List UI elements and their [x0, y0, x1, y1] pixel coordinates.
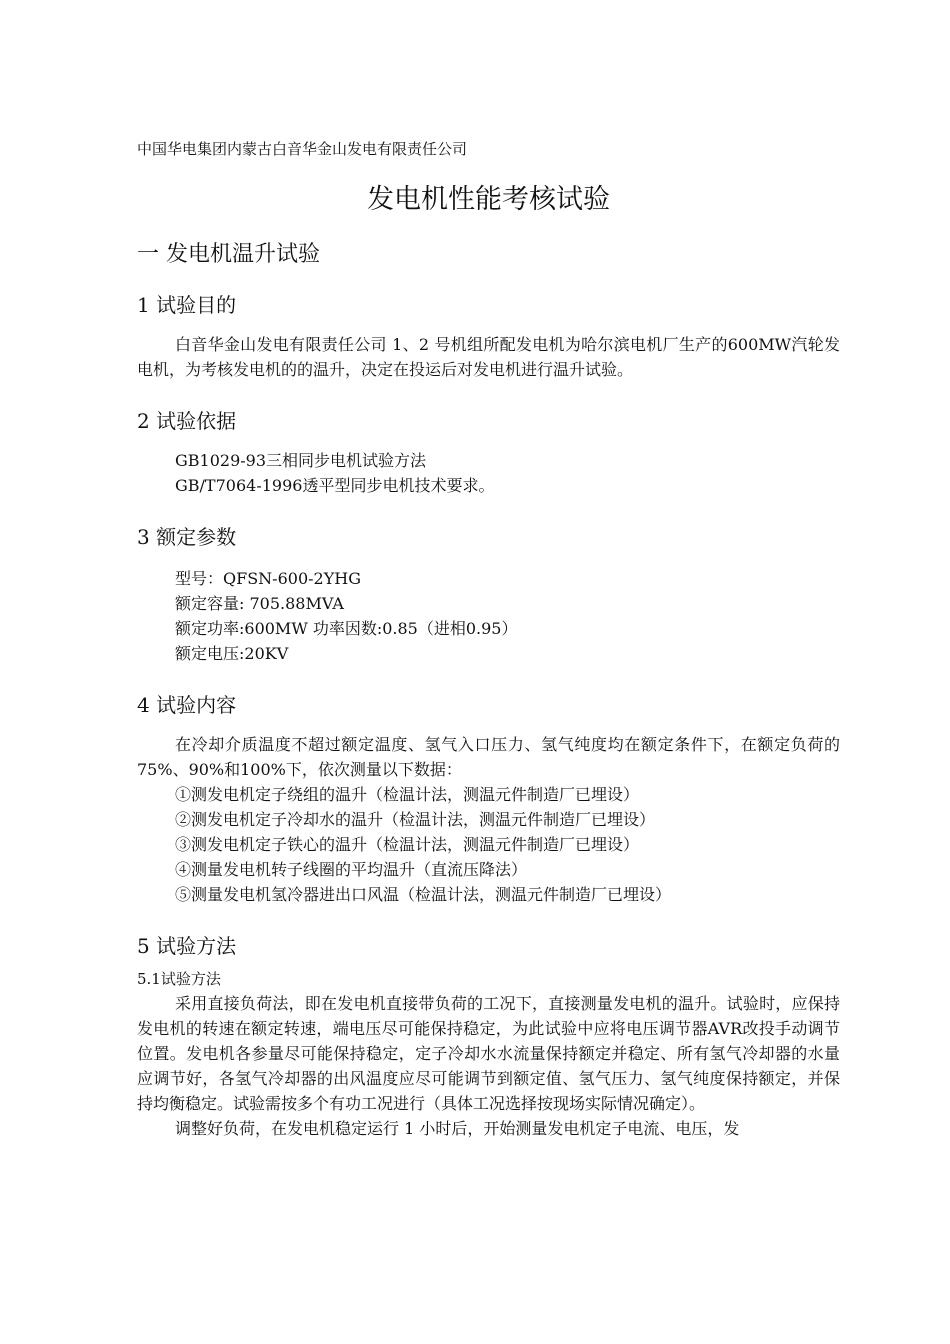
rating-model: 型号：QFSN-600-2YHG [175, 569, 362, 588]
organization-name: 中国华电集团内蒙古白音华金山发电有限责任公司 [137, 140, 468, 158]
measurement-item: ①测发电机定子绕组的温升（检温计法，测温元件制造厂已埋设） [175, 785, 640, 804]
rating-power: 额定功率:600MW 功率因数:0.85（进相0.95） [175, 619, 518, 638]
measurement-item: ③测发电机定子铁心的温升（检温计法，测温元件制造厂已埋设） [175, 835, 640, 854]
measurement-list [137, 782, 840, 907]
section-heading-basis: 2 试验依据 [137, 409, 237, 433]
method-paragraph: 采用直接负荷法，即在发电机直接带负荷的工况下，直接测量发电机的温升。试验时，应保持发电机的转速在额定转速，端电压尽可能保持稳定，为此试验中应将电压调节器AVR改投手动调节位置。发电机各参量尽可能保持稳定，定子冷却水水流量保持额定并稳定、所有氢气冷却器的水量应调节好，各氢气冷却器的出风温度应尽可能调节到额定值、氢气压力、氢气纯度保持额定，并保持均衡稳定。试验需按多个有功工况进行（具体工况选择按现场实际情况确定）。 [137, 994, 840, 1113]
sub-heading-method: 5.1试验方法 [137, 970, 221, 988]
basis-item: GB/T7064-1996透平型同步电机技术要求。 [175, 476, 495, 495]
basis-item: GB1029-93三相同步电机试验方法 [175, 451, 427, 470]
basis-list [137, 448, 840, 498]
rating-capacity: 额定容量: 705.88MVA [175, 594, 344, 613]
ratings-list [137, 566, 840, 666]
section-heading-method: 5 试验方法 [137, 934, 237, 958]
content-paragraph: 在冷却介质温度不超过额定温度、氢气入口压力、氢气纯度均在额定条件下，在额定负荷的75%、90%和100%下，依次测量以下数据： [137, 735, 840, 779]
measurement-item: ④测量发电机转子线圈的平均温升（直流压降法） [175, 860, 528, 879]
measurement-item: ②测发电机定子冷却水的温升（检温计法，测温元件制造厂已埋设） [175, 810, 656, 829]
measurement-item: ⑤测量发电机氢冷器进出口风温（检温计法，测温元件制造厂已埋设） [175, 885, 672, 904]
document-title: 发电机性能考核试验 [367, 184, 610, 215]
section-heading-content: 4 试验内容 [137, 693, 237, 717]
purpose-paragraph: 白音华金山发电有限责任公司 1、2 号机组所配发电机为哈尔滨电机厂生产的600MW汽轮发电机，为考核发电机的的温升，决定在投运后对发电机进行温升试验。 [137, 335, 840, 379]
chapter-heading: 一 发电机温升试验 [137, 242, 320, 267]
method-paragraph: 调整好负荷，在发电机稳定运行 1 小时后，开始测量发电机定子电流、电压，发 [175, 1119, 740, 1138]
section-heading-purpose: 1 试验目的 [137, 293, 237, 317]
section-heading-ratings: 3 额定参数 [137, 525, 237, 549]
rating-voltage: 额定电压:20KV [175, 644, 289, 663]
